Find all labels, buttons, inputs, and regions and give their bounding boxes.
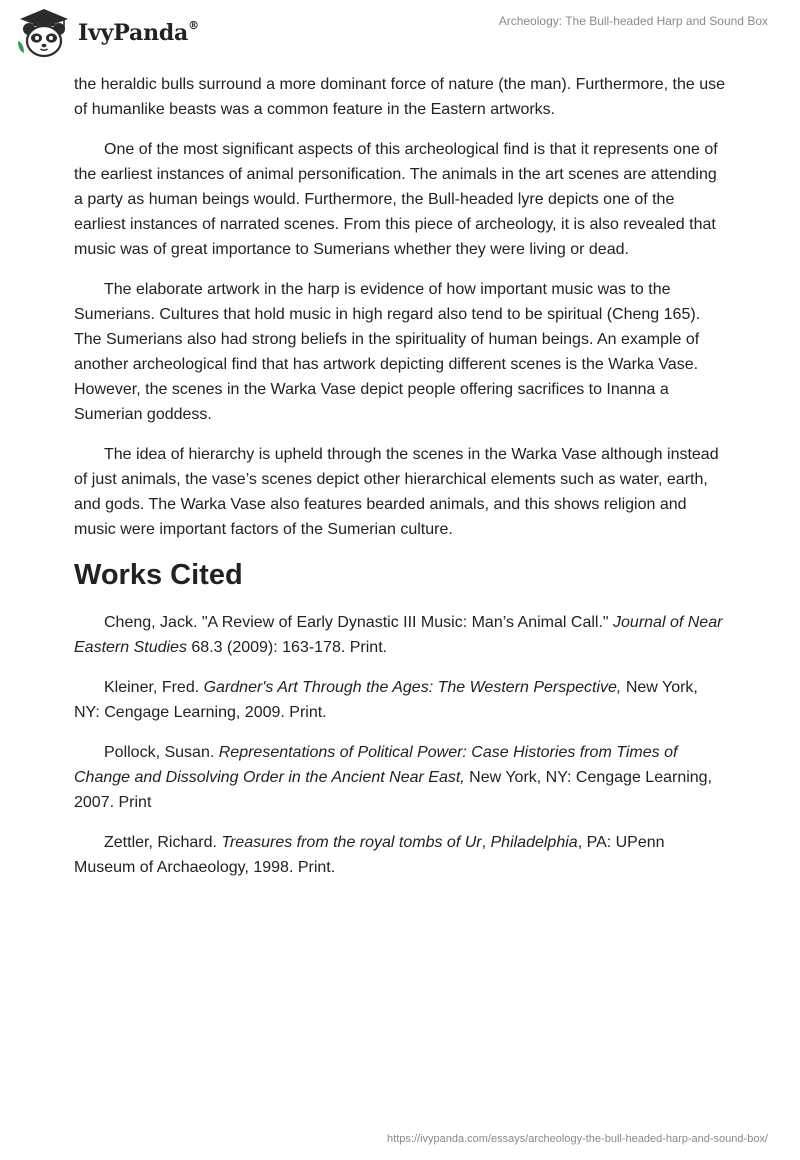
panda-graduate-icon	[14, 7, 74, 59]
citation: Kleiner, Fred. Gardner's Art Through the Ages: The Western Perspective, New York, NY: Cengage Learning, 2009. Print.	[74, 679, 698, 721]
ivypanda-logo[interactable]	[14, 7, 199, 59]
citation: Zettler, Richard. Treasures from the royal tombs of Ur, Philadelphia, PA: UPenn Museum of Archaeology, 1998. Print.	[74, 834, 665, 876]
brand-name: IvyPanda®	[78, 18, 199, 46]
citation: Pollock, Susan. Representations of Political Power: Case Histories from Times of Change and Dissolving Order in the Ancient Near East, New York, NY: Cengage Learning, 2007. Print	[74, 744, 713, 811]
document-title: Archeology: The Bull-headed Harp and Sound Box	[498, 14, 768, 28]
page-header	[0, 0, 800, 70]
paragraph: the heraldic bulls surround a more dominant force of nature (the man). Furthermore, the use of humanlike beasts was a common feature in the Eastern artworks.	[74, 76, 725, 118]
paragraph: One of the most significant aspects of this archeological find is that it represents one of the earliest instances of animal personification. The animals in the art scenes are attending a party as human beings would. Furthermore, the Bull-headed lyre depicts one of the earliest instances of narrated scenes. From this piece of archeology, it is also revealed that music was of great importance to Sumerians whether they were living or dead.	[74, 141, 718, 258]
works-cited-heading: Works Cited	[74, 559, 243, 591]
source-url[interactable]: https://ivypanda.com/essays/archeology-the-bull-headed-harp-and-sound-box/	[387, 1133, 768, 1145]
paragraph: The idea of hierarchy is upheld through the scenes in the Warka Vase although instead of just animals, the vase’s scenes depict other hierarchical elements such as water, earth, and gods. The Warka Vase also features bearded animals, and this shows religion and music were important factors of the Sumerian culture.	[74, 446, 719, 538]
essay-body	[74, 72, 726, 895]
paragraph: The elaborate artwork in the harp is evidence of how important music was to the Sumerians. Cultures that hold music in high regard also tend to be spiritual (Cheng 165). The Sumerians also had strong beliefs in the spirituality of human beings. An example of another archeological find that has artwork depicting different scenes is the Warka Vase. However, the scenes in the Warka Vase depict people offering sacrifices to Inanna a Sumerian goddess.	[74, 281, 701, 423]
citation: Cheng, Jack. "A Review of Early Dynastic III Music: Man’s Animal Call." Journal of Near Eastern Studies 68.3 (2009): 163-178. Print.	[74, 614, 723, 656]
